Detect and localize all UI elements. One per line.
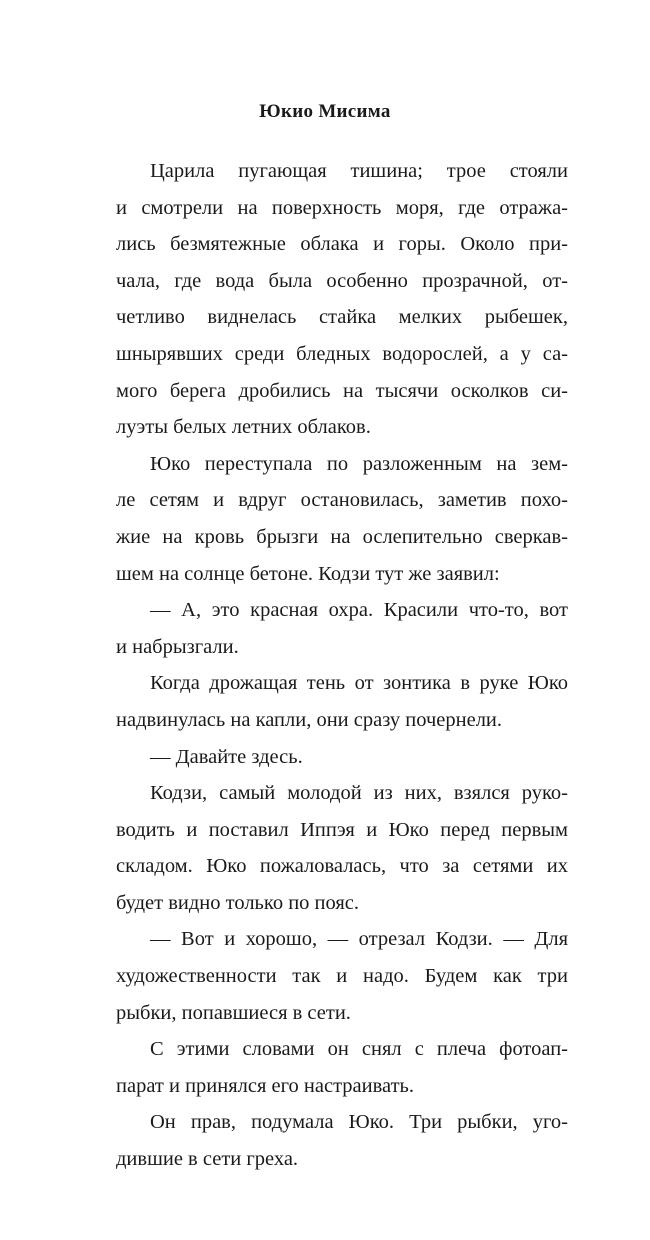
text-line: дившие в сети греха. <box>116 1148 299 1171</box>
text-line: Царила пугающая тишина; трое стояли <box>150 160 568 182</box>
text-line: луэты белых летних облаков. <box>116 416 371 439</box>
text-line: Кодзи, самый молодой из них, взялся руко- <box>150 782 568 805</box>
text-line: водить и поставил Иппэя и Юко перед первым <box>116 818 568 841</box>
text-line: — Давайте здесь. <box>150 745 303 768</box>
text-line: четливо виднелась стайка мелких рыбешек, <box>116 306 568 329</box>
text-line: С этими словами он снял с плеча фотоап- <box>150 1038 568 1061</box>
text-line: мого берега дробились на тысячи осколков си- <box>116 379 568 402</box>
text-line: шнырявших среди бледных водорослей, а у са- <box>116 342 568 365</box>
text-line: складом. Юко пожаловалась, что за сетями их <box>116 855 568 878</box>
body-text <box>116 153 568 1178</box>
text-line: — А, это красная охра. Красили что-то, вот <box>150 599 568 622</box>
text-line: и набрызгали. <box>116 635 239 658</box>
text-line: будет видно только по пояс. <box>116 891 360 914</box>
text-line: Когда дрожащая тень от зонтика в руке Юко <box>150 672 568 695</box>
text-line: — Вот и хорошо, — отрезал Кодзи. — Для <box>150 928 568 951</box>
text-line: парат и принялся его настраивать. <box>116 1074 415 1097</box>
running-title: Юкио Мисима <box>259 101 391 122</box>
text-line: Он прав, подумала Юко. Три рыбки, уго- <box>150 1111 568 1134</box>
text-line: ле сетям и вдруг остановилась, заметив похо- <box>116 489 568 512</box>
text-line: художественности так и надо. Будем как три <box>116 965 568 988</box>
text-line: шем на солнце бетоне. Кодзи тут же заявил: <box>116 562 500 585</box>
text-line: Юко переступала по разложенным на зем- <box>150 452 568 475</box>
text-line: чала, где вода была особенно прозрачной, от- <box>116 269 568 292</box>
text-line: лись безмятежные облака и горы. Около при- <box>116 233 568 256</box>
text-line: рыбки, попавшиеся в сети. <box>116 1001 351 1024</box>
text-line: надвинулась на капли, они сразу почернели. <box>116 708 503 731</box>
text-line: и смотрели на поверхность моря, где отража- <box>116 196 568 219</box>
text-line: жие на кровь брызги на ослепительно сверкав- <box>116 525 568 548</box>
